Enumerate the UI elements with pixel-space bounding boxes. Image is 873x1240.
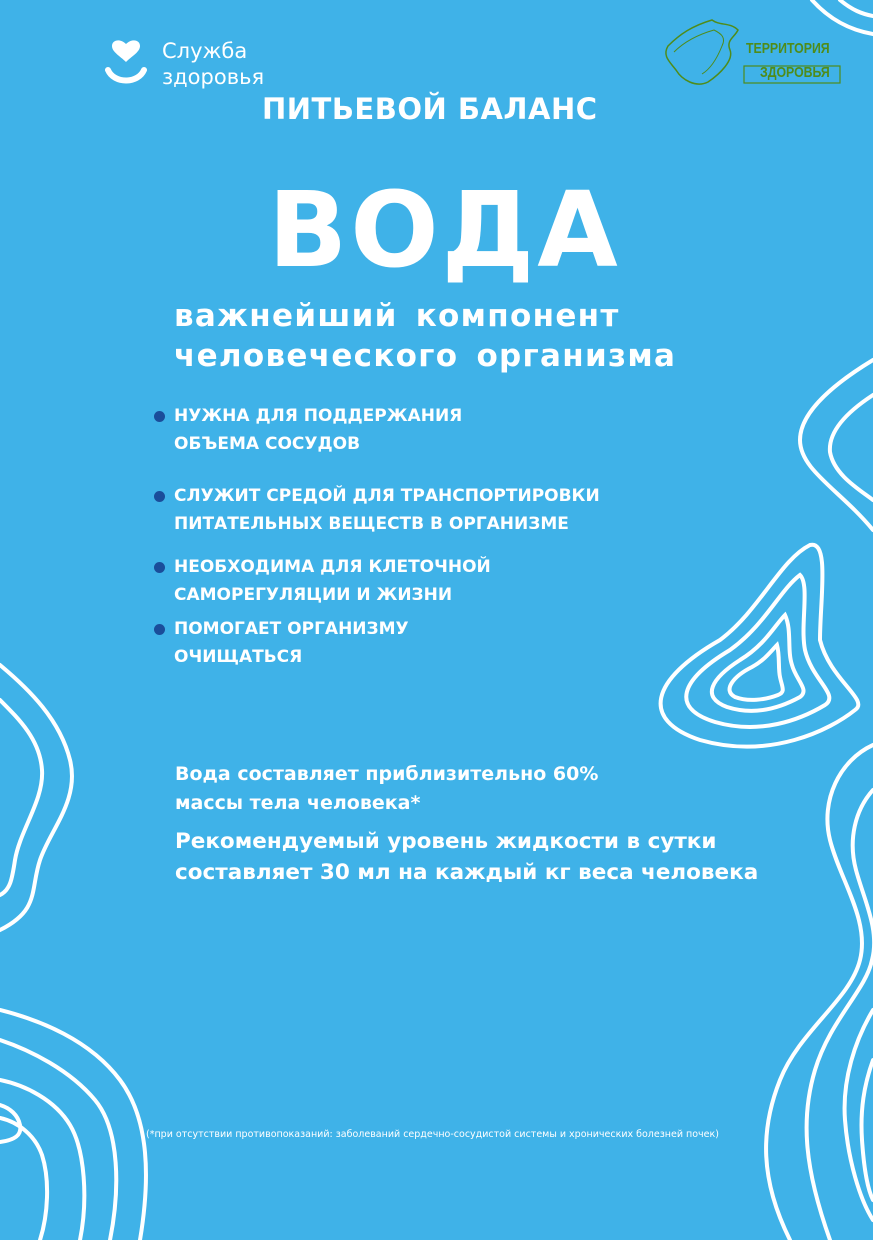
list-item xyxy=(154,553,634,609)
bullet-line1: ПОМОГАЕТ ОРГАНИЗМУ xyxy=(174,619,409,639)
bullet-line1: НЕОБХОДИМА ДЛЯ КЛЕТОЧНОЙ xyxy=(174,557,491,577)
page-title: ВОДА xyxy=(268,169,621,291)
fact-daily-intake xyxy=(175,826,815,888)
brand-line1: Служба xyxy=(162,39,248,63)
fact-body-mass xyxy=(175,760,815,818)
bullet-list xyxy=(154,402,634,671)
fact2-line2: составляет 30 мл на каждый кг веса человека xyxy=(175,860,759,885)
facts xyxy=(175,760,815,888)
bullet-line1: НУЖНА ДЛЯ ПОДДЕРЖАНИЯ xyxy=(174,406,463,426)
brand-line2: здоровья xyxy=(162,65,265,89)
brand-logo xyxy=(104,38,264,90)
list-item xyxy=(154,402,634,458)
brand-name xyxy=(162,38,264,90)
partner-line1: ТЕРРИТОРИЯ xyxy=(746,40,830,57)
partner-line2: ЗДОРОВЬЯ xyxy=(760,64,830,81)
partner-logo xyxy=(660,16,845,92)
bullet-dot-icon xyxy=(154,491,165,502)
fact1-line1: Вода составляет приблизительно 60% xyxy=(175,763,599,785)
bullet-line2: ОБЪЕМА СОСУДОВ xyxy=(174,434,361,454)
tagline xyxy=(174,296,676,376)
bullet-dot-icon xyxy=(154,411,165,422)
fact2-line1: Рекомендуемый уровень жидкости в сутки xyxy=(175,829,717,854)
tagline-line1: важнейший компонент xyxy=(174,298,620,334)
subtitle: ПИТЬЕВОЙ БАЛАНС xyxy=(262,92,598,126)
footnote: (*при отсутствии противопоказаний: заболеваний сердечно-сосудистой системы и хронических болезней почек) xyxy=(146,1129,719,1140)
bullet-dot-icon xyxy=(154,624,165,635)
bullet-line2: ПИТАТЕЛЬНЫХ ВЕЩЕСТВ В ОРГАНИЗМЕ xyxy=(174,514,569,534)
bullet-line1: СЛУЖИТ СРЕДОЙ ДЛЯ ТРАНСПОРТИРОВКИ xyxy=(174,486,600,506)
heart-smile-icon xyxy=(104,38,148,88)
bullet-dot-icon xyxy=(154,562,165,573)
bullet-line2: САМОРЕГУЛЯЦИИ И ЖИЗНИ xyxy=(174,585,453,605)
list-item xyxy=(154,615,634,671)
tagline-line2: человеческого организма xyxy=(174,338,677,374)
fact1-line2: массы тела человека* xyxy=(175,792,421,814)
bullet-line2: ОЧИЩАТЬСЯ xyxy=(174,647,303,667)
list-item xyxy=(154,482,634,538)
